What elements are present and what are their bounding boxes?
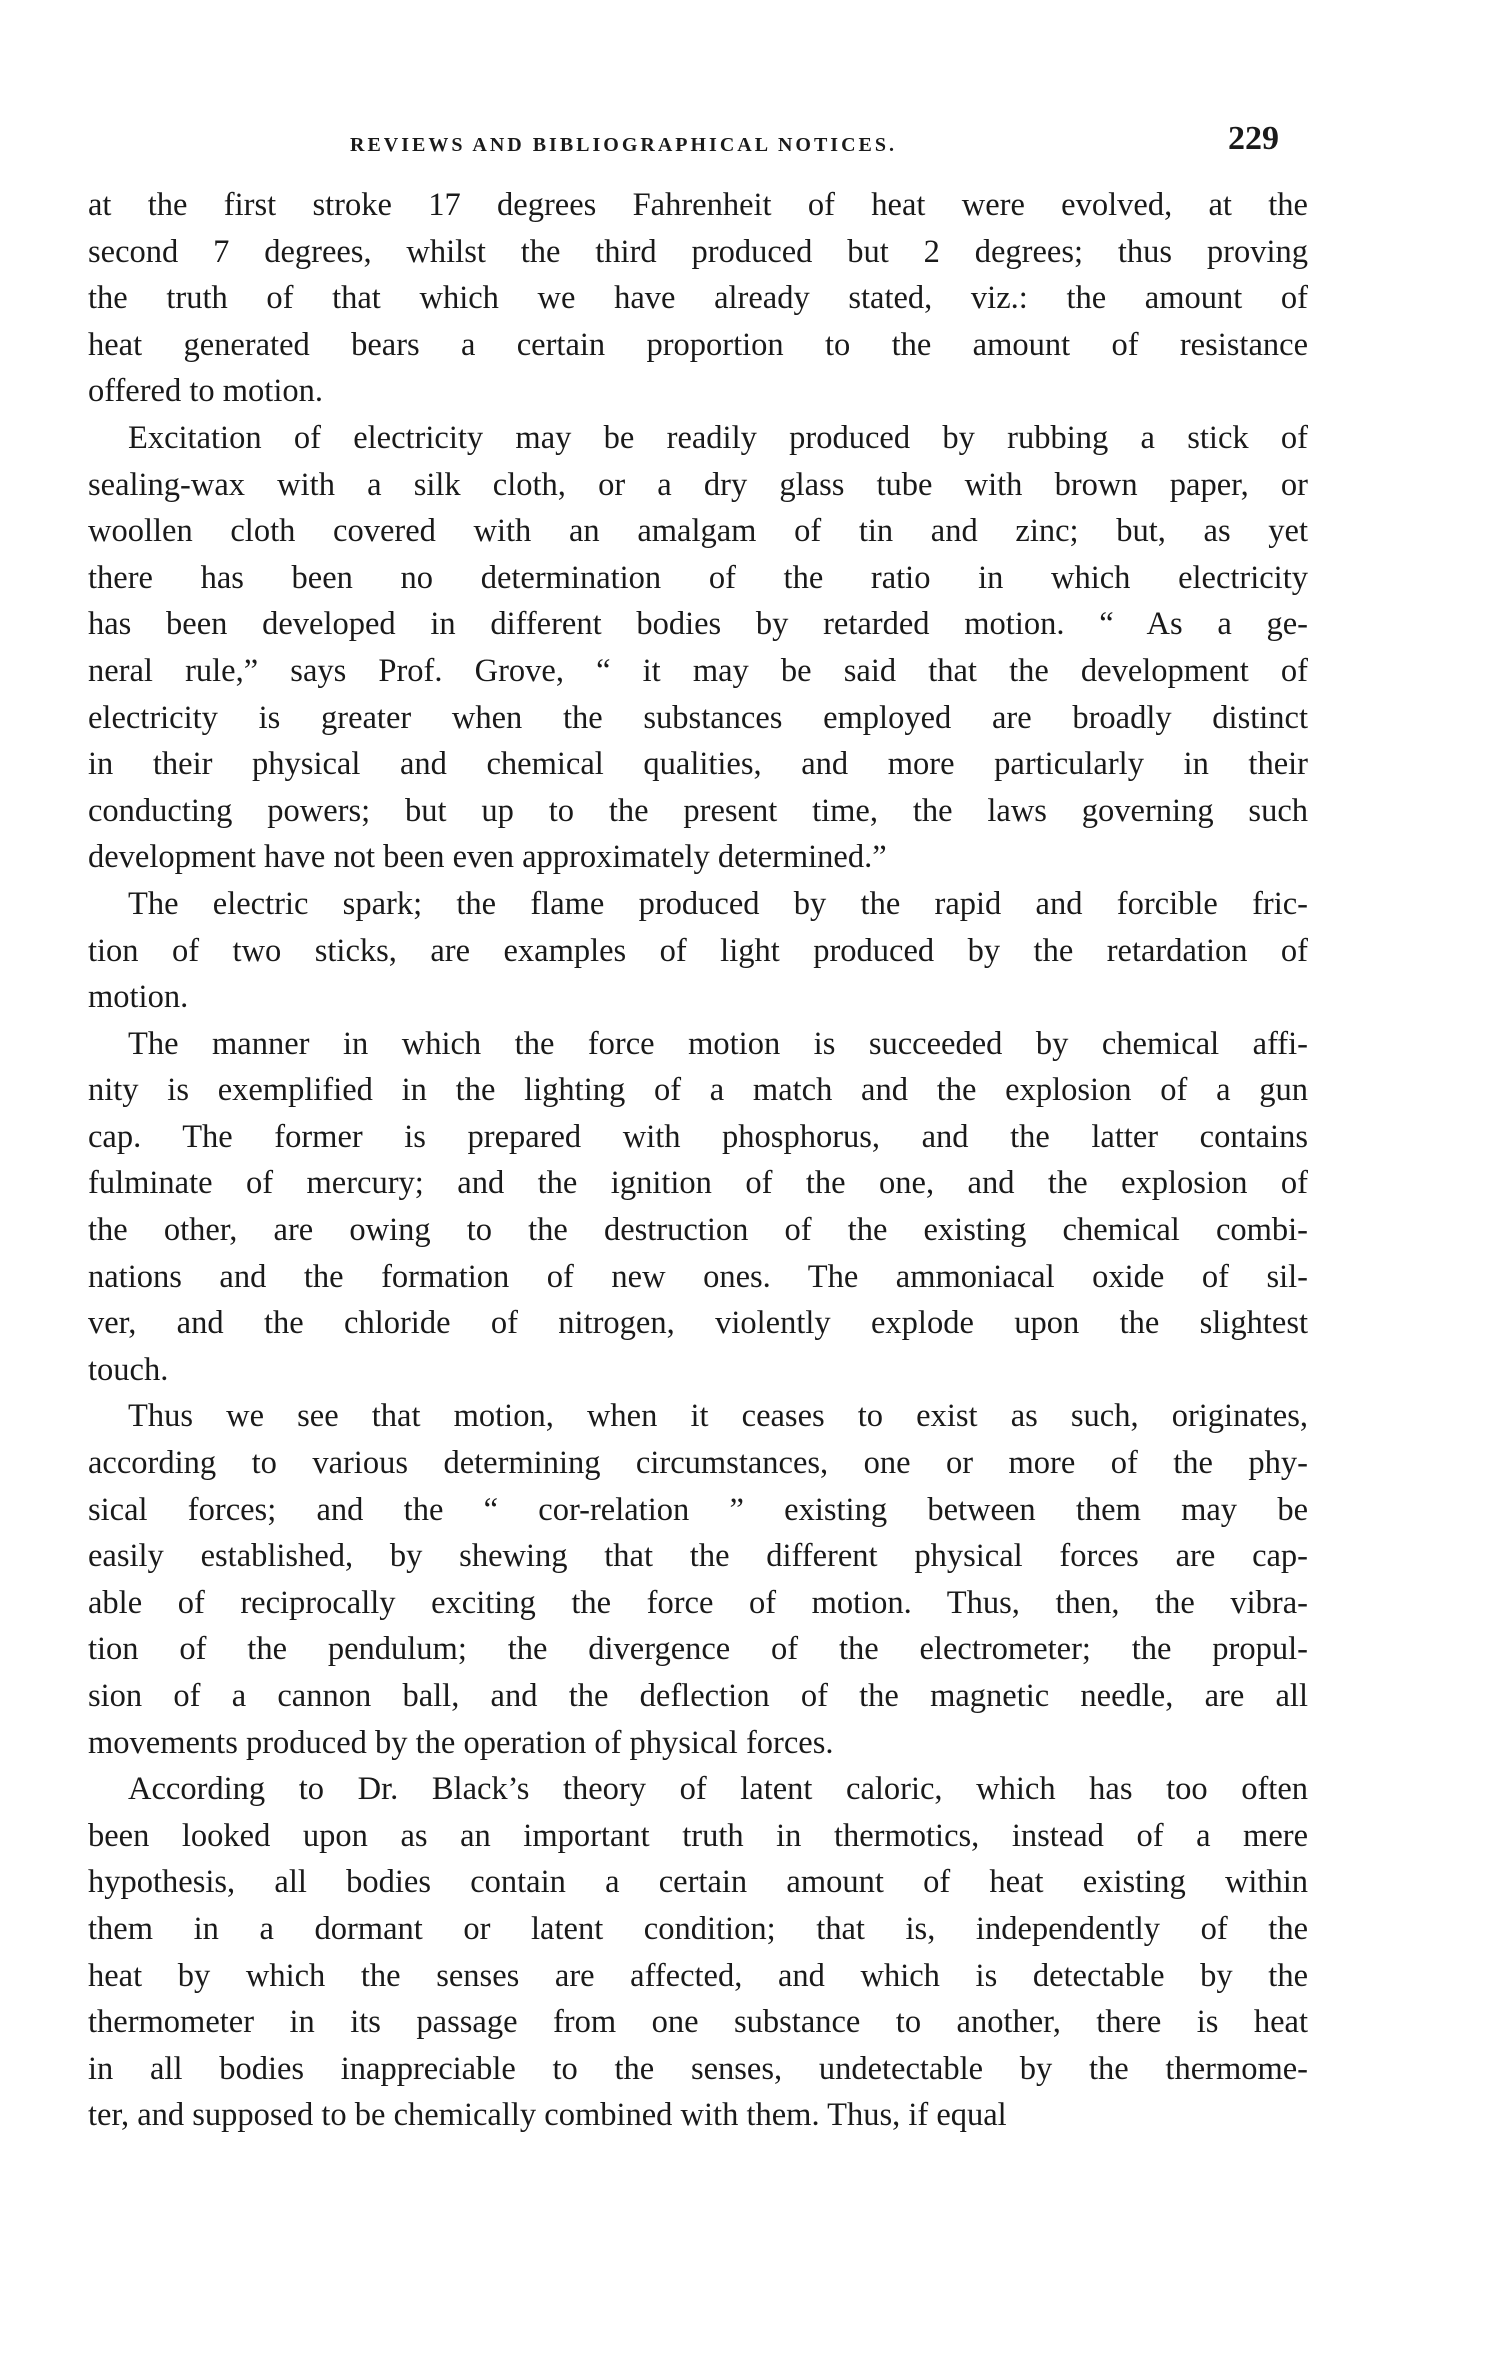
paragraph xyxy=(88,182,1308,415)
book-page xyxy=(88,118,1308,2139)
text-line: the truth of that which we have already stated, viz.: the amount of xyxy=(88,280,1308,317)
text-line: hypothesis, all bodies contain a certain amount of heat existing within xyxy=(88,1864,1308,1901)
text-line: in all bodies inappreciable to the senses, undetectable by the thermome- xyxy=(88,2050,1308,2087)
text-line: tion of the pendulum; the divergence of the electrometer; the propul- xyxy=(88,1631,1308,1668)
text-line: at the first stroke 17 degrees Fahrenheit of heat were evolved, at the xyxy=(88,187,1308,223)
text-line: nity is exemplified in the lighting of a match and the explosion of a gun xyxy=(88,1072,1308,1109)
running-head xyxy=(88,118,1308,158)
text-line: motion. xyxy=(88,979,189,1016)
text-line: sion of a cannon ball, and the deflection of the magnetic needle, are all xyxy=(88,1678,1308,1714)
text-line: conducting powers; but up to the present time, the laws governing such xyxy=(88,792,1308,829)
text-line: The electric spark; the flame produced by the rapid and forcible fric- xyxy=(128,885,1308,922)
running-title: REVIEWS AND BIBLIOGRAPHICAL NOTICES. xyxy=(350,134,897,156)
text-line: them in a dormant or latent condition; that is, independently of the xyxy=(88,1910,1308,1947)
text-line: movements produced by the operation of physical forces. xyxy=(88,1724,834,1761)
text-line: second 7 degrees, whilst the third produced but 2 degrees; thus proving xyxy=(88,233,1308,270)
text-line: fulminate of mercury; and the ignition of the one, and the explosion of xyxy=(88,1165,1308,1202)
text-line: nations and the formation of new ones. The ammoniacal oxide of sil- xyxy=(88,1258,1308,1295)
paragraph xyxy=(88,415,1308,881)
text-line: sealing-wax with a silk cloth, or a dry glass tube with brown paper, or xyxy=(88,466,1308,503)
paragraph xyxy=(88,1393,1308,1766)
text-line: in their physical and chemical qualities, and more particularly in their xyxy=(88,746,1308,783)
text-line: ver, and the chloride of nitrogen, violently explode upon the slightest xyxy=(88,1305,1308,1342)
text-line: heat by which the senses are affected, and which is detectable by the xyxy=(88,1957,1308,1994)
text-line: electricity is greater when the substances employed are broadly distinct xyxy=(88,699,1308,736)
text-line: there has been no determination of the ratio in which electricity xyxy=(88,559,1308,596)
text-line: thermometer in its passage from one substance to another, there is heat xyxy=(88,2004,1308,2041)
body-text xyxy=(88,182,1308,2139)
text-line: According to Dr. Black’s theory of latent caloric, which has too often xyxy=(128,1771,1308,1808)
text-line: according to various determining circumstances, one or more of the phy- xyxy=(88,1445,1308,1482)
text-line: development have not been even approximately determined.” xyxy=(88,839,887,876)
text-line: able of reciprocally exciting the force of motion. Thus, then, the vibra- xyxy=(88,1584,1308,1621)
text-line: has been developed in different bodies by retarded motion. “ As a ge- xyxy=(88,606,1308,643)
text-line: neral rule,” says Prof. Grove, “ it may be said that the development of xyxy=(88,652,1308,689)
paragraph xyxy=(88,1766,1308,2139)
text-line: ter, and supposed to be chemically combined with them. Thus, if equal xyxy=(88,2097,1007,2134)
text-line: Excitation of electricity may be readily produced by rubbing a stick of xyxy=(128,419,1308,456)
text-line: woollen cloth covered with an amalgam of tin and zinc; but, as yet xyxy=(88,513,1308,550)
text-line: easily established, by shewing that the different physical forces are cap- xyxy=(88,1538,1308,1575)
text-line: the other, are owing to the destruction of the existing chemical combi- xyxy=(88,1212,1308,1249)
text-line: tion of two sticks, are examples of light produced by the retardation of xyxy=(88,932,1308,969)
paragraph xyxy=(88,881,1308,1021)
text-line: been looked upon as an important truth in thermotics, instead of a mere xyxy=(88,1817,1308,1854)
text-line: offered to motion. xyxy=(88,373,323,410)
text-line: cap. The former is prepared with phosphorus, and the latter contains xyxy=(88,1118,1308,1155)
page-number: 229 xyxy=(1228,120,1279,157)
paragraph xyxy=(88,1021,1308,1394)
text-line: sical forces; and the “ cor-relation ” existing between them may be xyxy=(88,1491,1308,1528)
text-line: The manner in which the force motion is succeeded by chemical affi- xyxy=(128,1025,1308,1062)
text-line: Thus we see that motion, when it ceases to exist as such, originates, xyxy=(128,1398,1308,1435)
text-line: touch. xyxy=(88,1351,169,1388)
text-line: heat generated bears a certain proportion to the amount of resistance xyxy=(88,326,1308,363)
